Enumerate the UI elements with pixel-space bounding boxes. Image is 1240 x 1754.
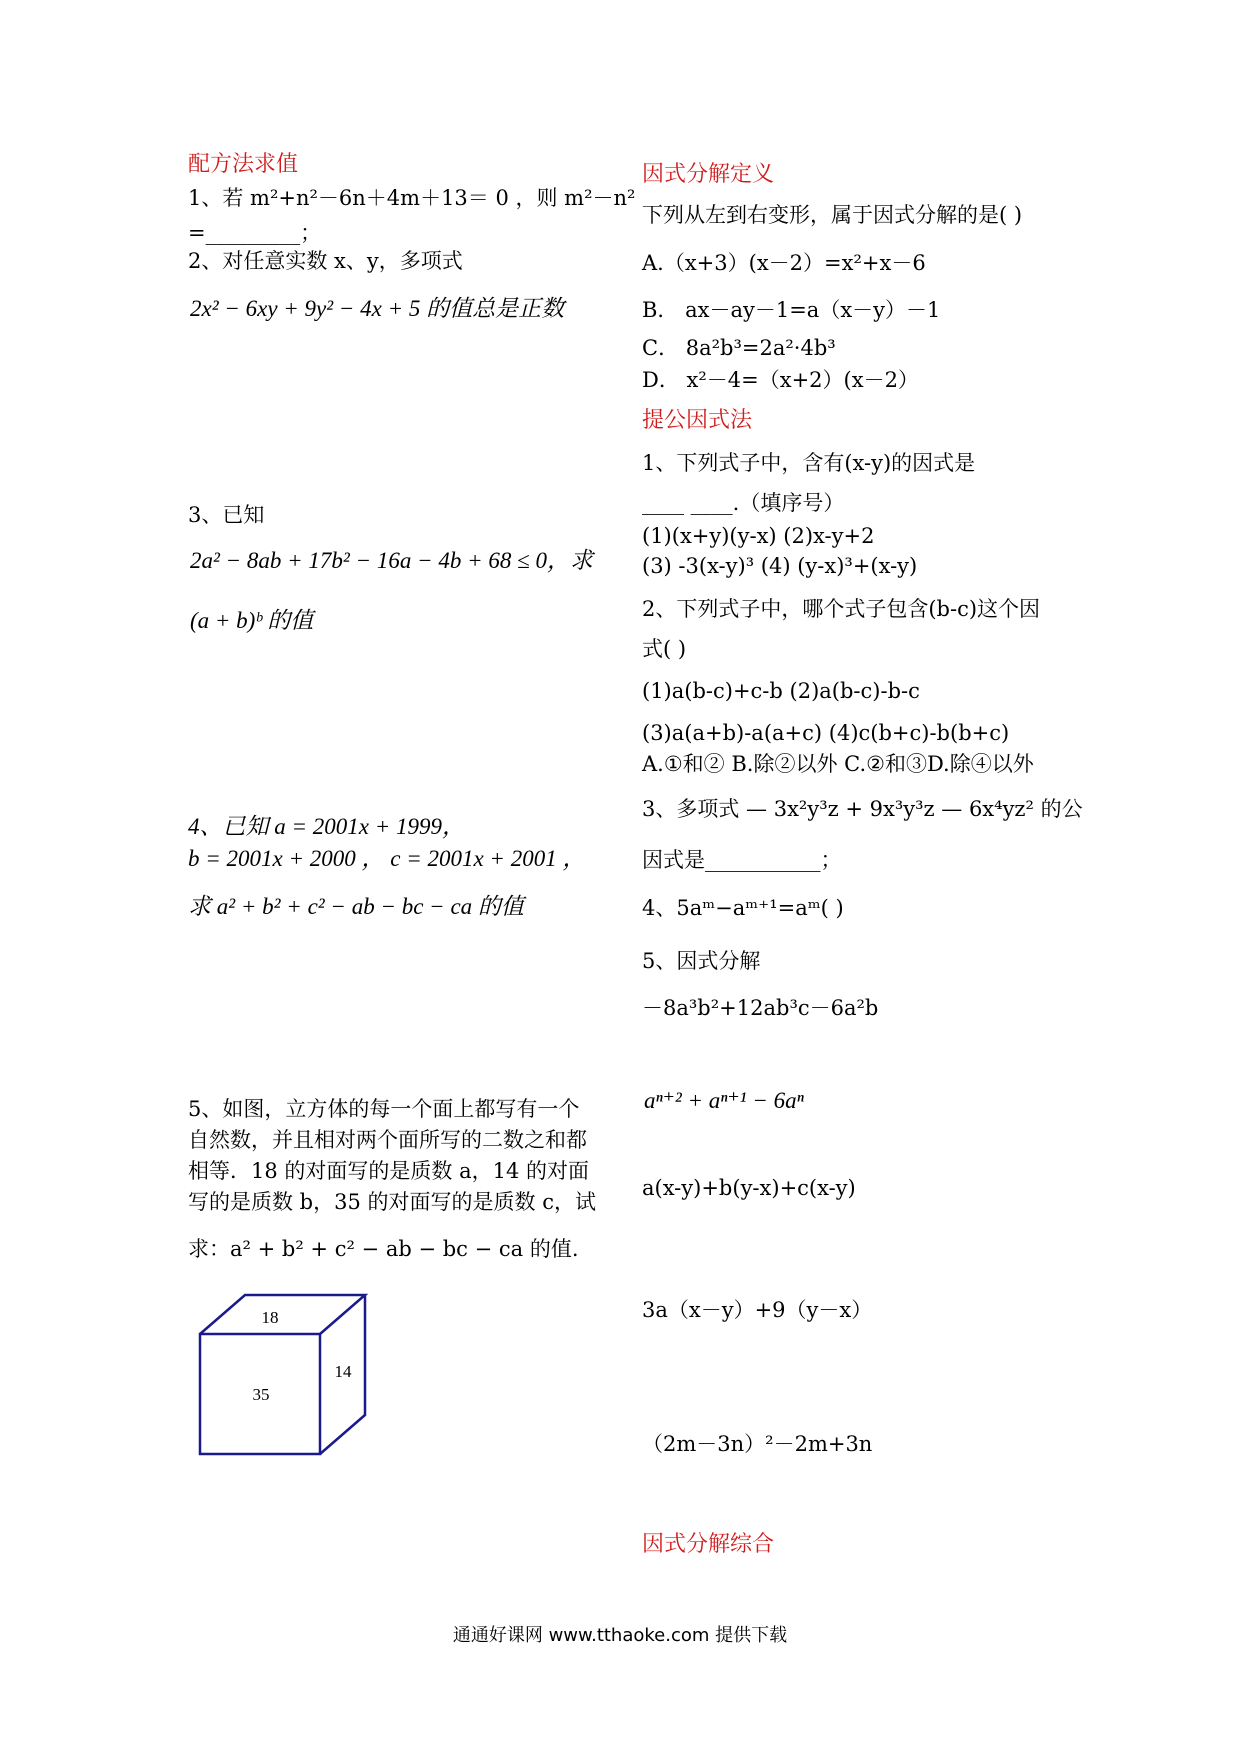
q5-line1: 5、如图，立方体的每一个面上都写有一个 (188, 1097, 580, 1121)
cube-side-number: 14 (334, 1362, 352, 1381)
expression-1: －8a³b²+12ab³c－6a²b (642, 996, 879, 1020)
p4: 4、5aᵐ−aᵐ⁺¹=aᵐ( ) (642, 896, 844, 920)
q5-line4: 写的是质数 b，35 的对面写的是质数 c，试 (188, 1190, 596, 1214)
q3-line3: (a + b)ᵇ 的值 (190, 608, 314, 633)
expression-3: a(x-y)+b(y-x)+c(x-y) (642, 1176, 856, 1200)
cube-front-number: 35 (252, 1385, 270, 1404)
q3-line2: 2a² − 8ab + 17b² − 16a − 4b + 68 ≤ 0，求 (190, 548, 594, 573)
p3-line2: 因式是___________； (642, 848, 842, 872)
p2-choices: A.①和② B.除②以外 C.②和③D.除④以外 (642, 752, 1034, 776)
definition-option-c: C． 8a²b³=2a²·4b³ (642, 336, 836, 360)
heading-common-factor: 提公因式法 (642, 408, 753, 433)
p3-line1: 3、多项式 — 3x²y³z + 9x³y³z — 6x⁴yz² 的公 (642, 797, 1083, 821)
p1-options-1: (1)(x+y)(y-x) (2)x-y+2 (642, 524, 875, 548)
heading-comprehensive-factorization: 因式分解综合 (642, 1532, 775, 1557)
definition-option-d: D． x²－4=（x+2）(x－2） (642, 368, 919, 392)
p1-line1: 1、下列式子中，含有(x-y)的因式是 (642, 451, 976, 475)
q1-line1: 1、若 m²+n²－6n＋4m＋13＝ 0 ，则 m²－n² (188, 186, 636, 210)
p2-options-1: (1)a(b-c)+c-b (2)a(b-c)-b-c (642, 679, 920, 703)
q3-line1: 3、已知 (188, 503, 265, 527)
heading-factorization-definition: 因式分解定义 (642, 162, 775, 187)
expression-4: 3a（x－y）+9（y－x） (642, 1298, 873, 1322)
p5-title: 5、因式分解 (642, 949, 761, 973)
p2-line1: 2、下列式子中，哪个式子包含(b-c)这个因 (642, 597, 1041, 621)
q5-line2: 自然数，并且相对两个面所写的二数之和都 (188, 1128, 587, 1152)
p2-options-2: (3)a(a+b)-a(a+c) (4)c(b+c)-b(b+c) (642, 721, 1010, 745)
p1-options-2: (3) -3(x-y)³ (4) (y-x)³+(x-y) (642, 554, 918, 578)
p1-line2: ____ ____.（填序号） (642, 491, 845, 515)
cube-diagram (195, 1290, 375, 1460)
cube-top-face (200, 1295, 365, 1334)
heading-completing-square: 配方法求值 (188, 152, 299, 177)
q4-line1: 4、已知 a = 2001x + 1999， (188, 814, 465, 839)
q4-line3: 求 a² + b² + c² − ab − bc − ca 的值 (188, 894, 524, 919)
definition-option-a: A.（x+3）(x－2）=x²+x－6 (642, 251, 926, 275)
q4-line2: b = 2001x + 2000 ， c = 2001x + 2001 ， (188, 846, 586, 871)
q2-line2: 2x² − 6xy + 9y² − 4x + 5 的值总是正数 (190, 296, 565, 321)
expression-2: aⁿ⁺² + aⁿ⁺¹ − 6aⁿ (644, 1088, 804, 1113)
q2-line1: 2、对任意实数 x、y，多项式 (188, 249, 463, 273)
footer-text: 通通好课网 www.tthaoke.com 提供下载 (452, 1625, 788, 1646)
cube-top-number: 18 (261, 1308, 279, 1327)
q5-line3: 相等．18 的对面写的是质数 a，14 的对面 (188, 1159, 589, 1183)
p2-line2: 式( ) (642, 637, 687, 661)
q5-line5: 求：a² + b² + c² − ab − bc − ca 的值. (188, 1237, 579, 1261)
definition-question: 下列从左到右变形，属于因式分解的是( ) (642, 203, 1023, 227)
expression-5: （2m－3n）²－2m+3n (642, 1432, 873, 1456)
definition-option-b: B． ax－ay－1=a（x－y）－1 (642, 298, 941, 322)
q1-line2: =_________； (188, 221, 322, 245)
